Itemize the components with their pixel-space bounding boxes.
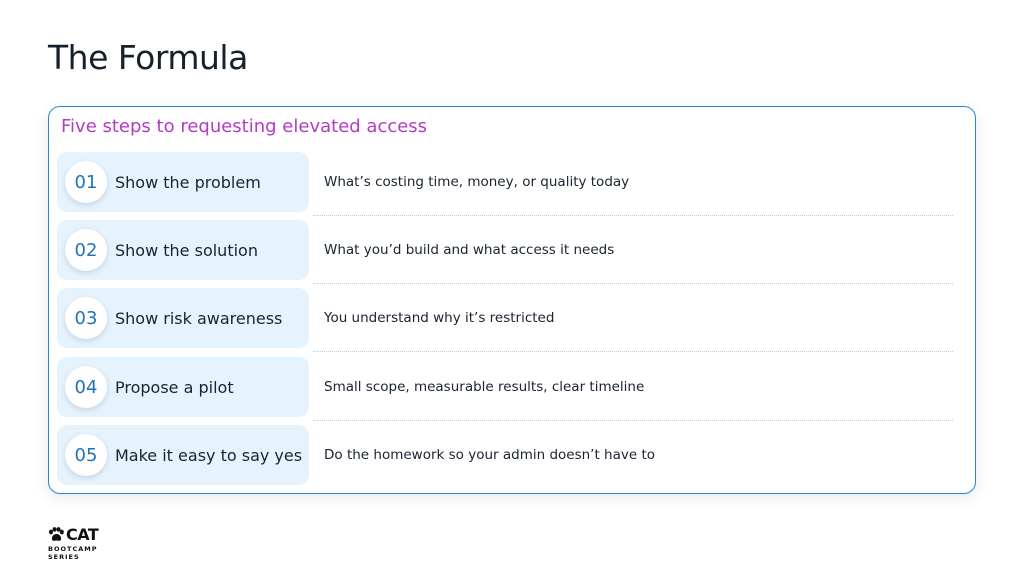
step-number-badge: 05 (65, 434, 107, 476)
row-divider (313, 283, 953, 284)
logo-subtitle-1: BOOTCAMP (48, 545, 98, 553)
brand-logo (48, 525, 128, 565)
card-heading: Five steps to requesting elevated access (61, 116, 428, 137)
row-divider (313, 215, 953, 216)
step-box (57, 425, 309, 485)
steps-card (48, 106, 976, 494)
step-number-badge: 02 (65, 229, 107, 271)
step-row-4 (57, 357, 961, 417)
step-number-badge: 03 (65, 297, 107, 339)
row-divider (313, 351, 953, 352)
step-description: You understand why it’s restricted (324, 310, 555, 326)
step-label: Make it easy to say yes (115, 445, 303, 465)
step-label: Show risk awareness (115, 308, 283, 328)
step-description: What’s costing time, money, or quality today (324, 174, 630, 190)
step-box (57, 152, 309, 212)
step-number-badge: 04 (65, 366, 107, 408)
step-row-1 (57, 152, 961, 212)
step-number-badge: 01 (65, 161, 107, 203)
step-description: Do the homework so your admin doesn’t have to (324, 447, 656, 463)
step-row-2 (57, 220, 961, 280)
step-box (57, 357, 309, 417)
step-row-3 (57, 288, 961, 348)
paw-icon (48, 527, 64, 542)
step-box (57, 220, 309, 280)
step-label: Show the solution (115, 240, 258, 260)
logo-subtitle-2: SERIES (48, 553, 80, 561)
logo-name: CAT (66, 524, 99, 544)
step-row-5 (57, 425, 961, 485)
step-label: Show the problem (115, 172, 261, 192)
step-description: What you’d build and what access it needs (324, 242, 615, 258)
row-divider (313, 420, 953, 421)
step-description: Small scope, measurable results, clear timeline (324, 379, 645, 395)
step-box (57, 288, 309, 348)
step-label: Propose a pilot (115, 377, 234, 397)
page-title: The Formula (48, 38, 248, 77)
